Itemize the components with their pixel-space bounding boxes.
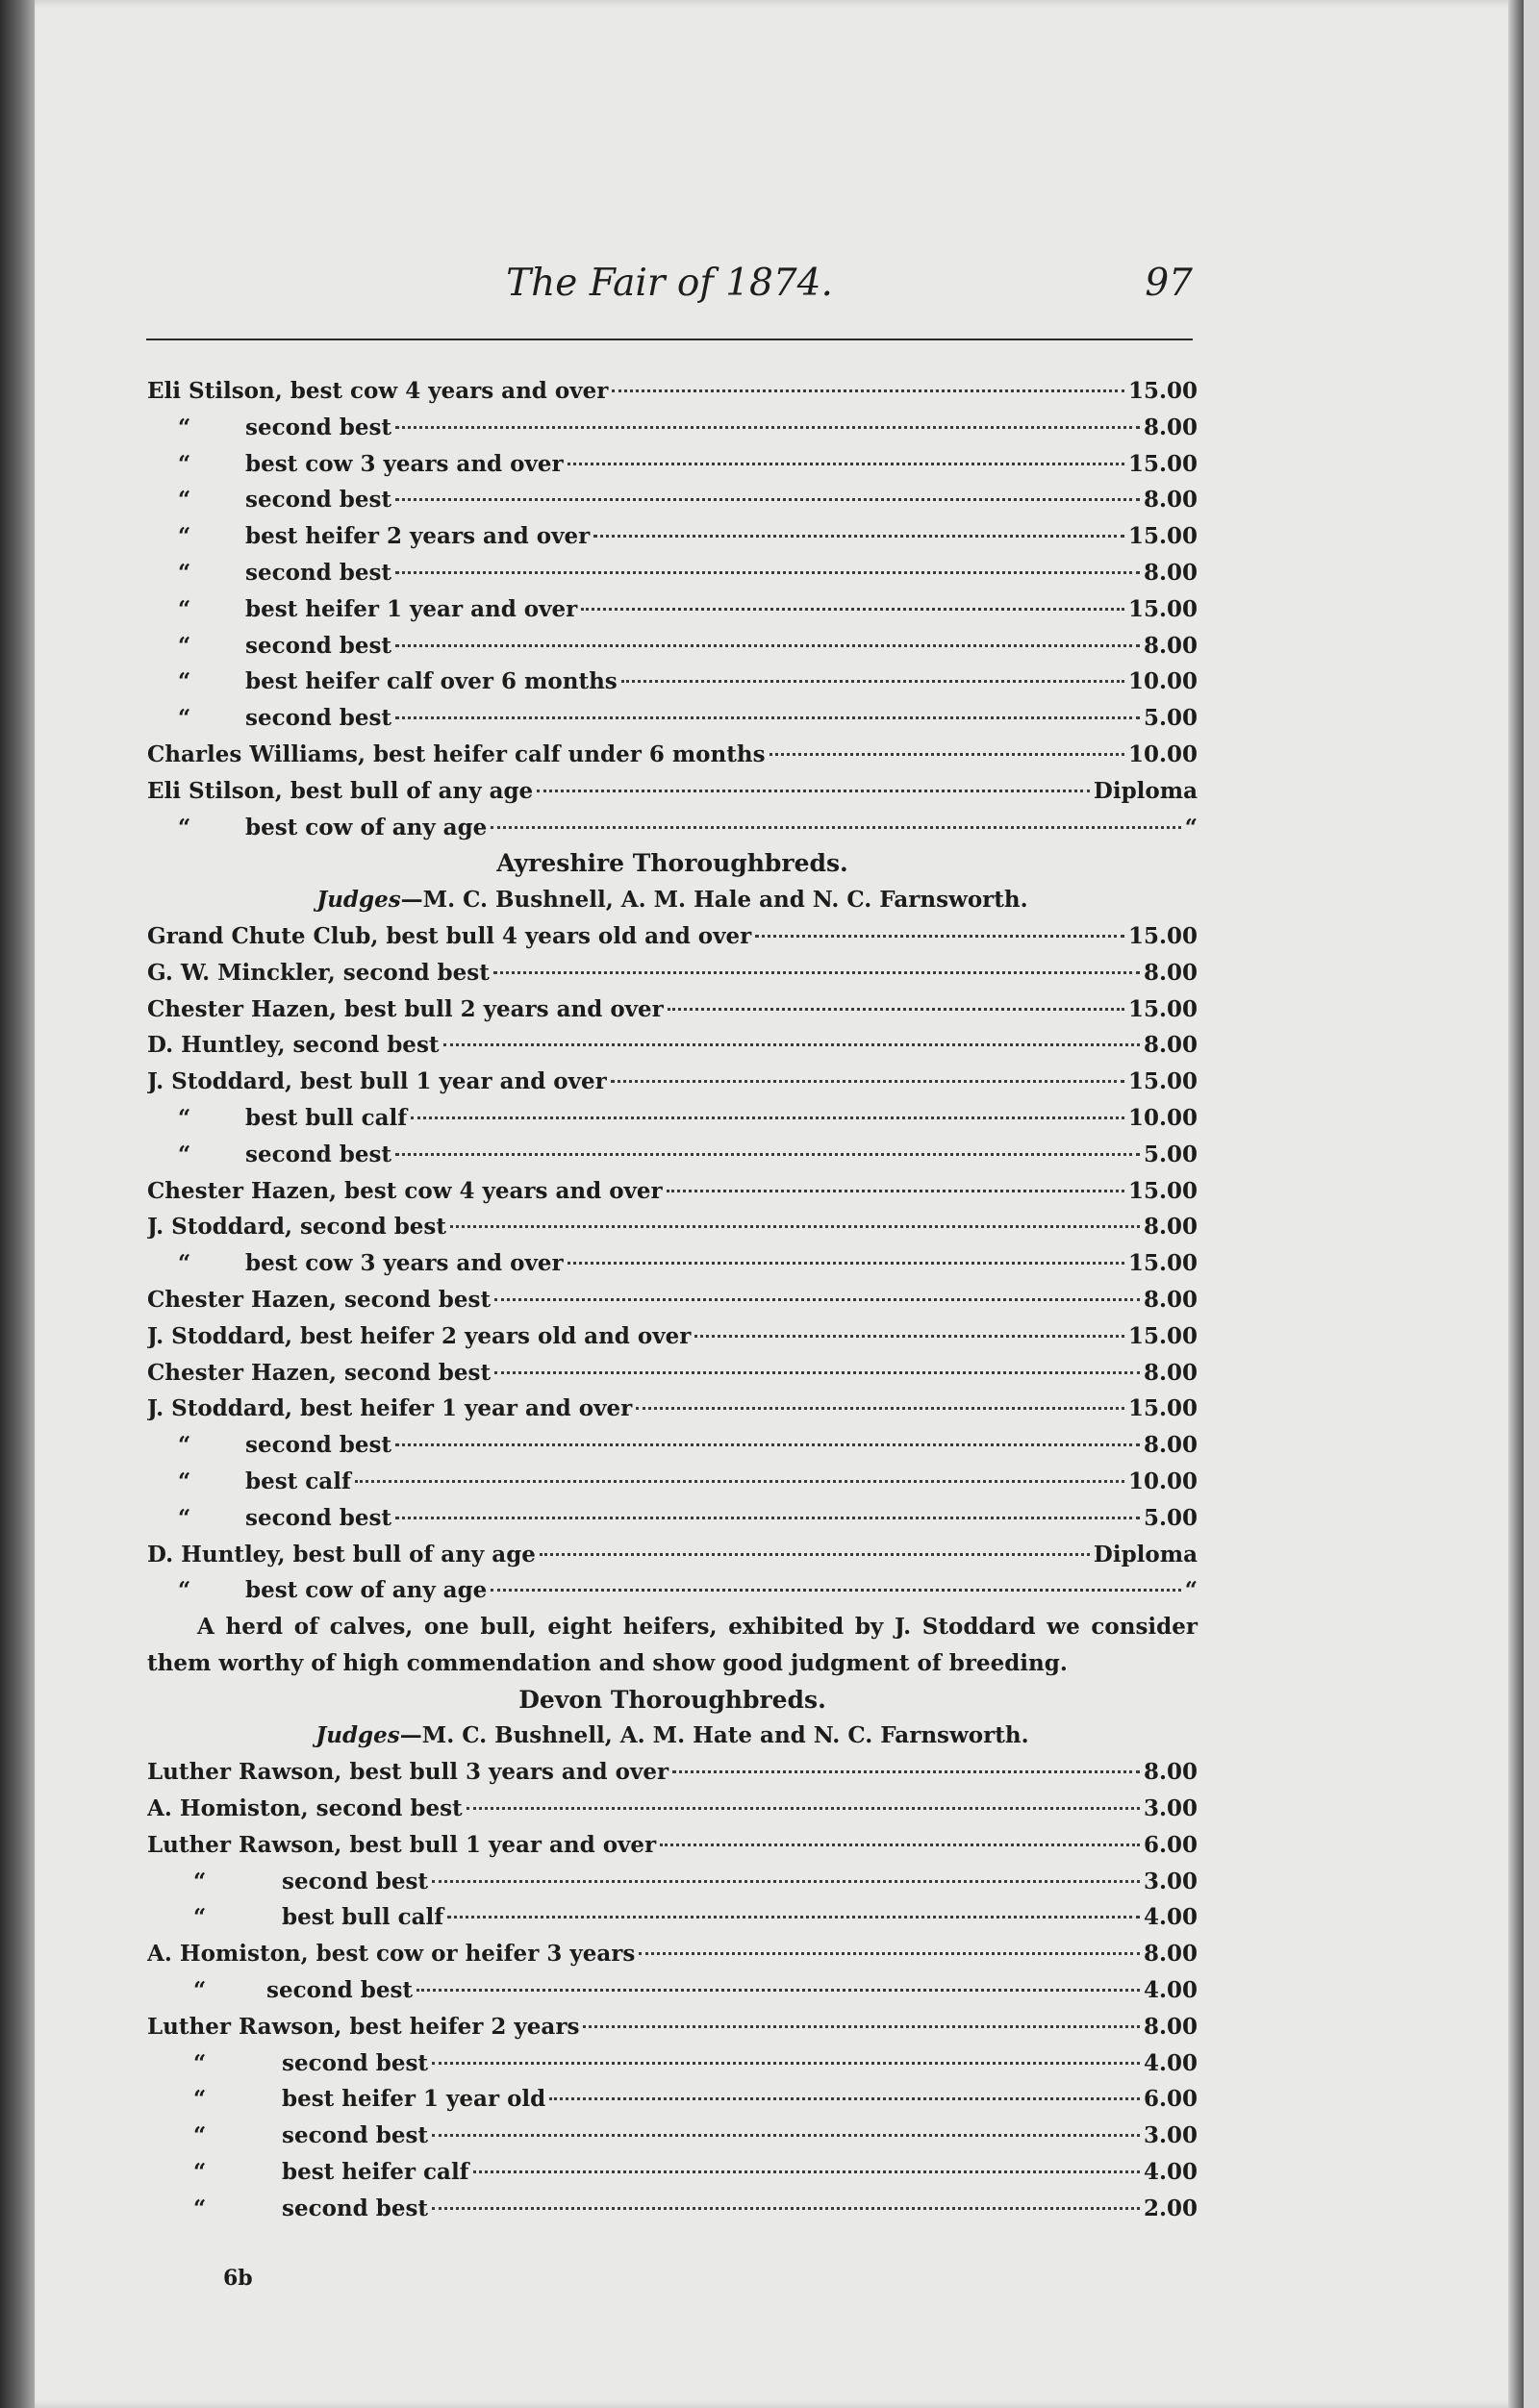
dot-leader	[568, 463, 1124, 465]
ditto-mark: “	[178, 632, 191, 659]
entry-label: best cow 3 years and over	[245, 1250, 564, 1277]
premium-amount: 3.00	[1143, 1868, 1198, 1894]
dot-leader	[549, 2097, 1140, 2100]
premium-amount: 8.00	[1143, 1032, 1198, 1059]
entry-label: second best	[245, 1432, 392, 1459]
entry-label: Eli Stilson, best cow 4 years and over	[147, 378, 609, 404]
judges-line-devon	[147, 1718, 1198, 1754]
premium-row	[147, 446, 1198, 483]
premium-amount: “	[1184, 814, 1198, 840]
ditto-mark: “	[193, 2086, 207, 2113]
premium-amount: Diploma	[1093, 777, 1198, 804]
dot-leader	[755, 935, 1124, 938]
premium-amount: “	[1184, 1577, 1198, 1604]
entry-label: second best	[282, 2122, 429, 2149]
entry-label: second best	[282, 2049, 429, 2076]
signature-mark: 6b	[223, 2266, 253, 2291]
premium-row	[147, 664, 1198, 700]
premium-row	[147, 810, 1198, 846]
premium-row	[147, 1500, 1198, 1537]
premium-list-section-2	[147, 918, 1198, 1609]
dot-leader	[581, 608, 1124, 611]
premium-row	[147, 737, 1198, 773]
ditto-mark: “	[193, 2049, 207, 2076]
premium-amount: 15.00	[1127, 1395, 1198, 1422]
page-number: 97	[1145, 262, 1193, 305]
premium-row	[147, 1864, 1198, 1900]
entry-label: best cow of any age	[245, 814, 488, 840]
dot-leader	[467, 1807, 1140, 1810]
dot-leader	[450, 1225, 1140, 1228]
entry-label: second best	[245, 632, 392, 659]
running-title: The Fair of 1874.	[506, 262, 833, 305]
ditto-mark: “	[178, 1577, 191, 1604]
entry-label: J. Stoddard, second best	[147, 1214, 446, 1241]
dot-leader	[443, 1043, 1140, 1046]
premium-amount: 8.00	[1143, 414, 1198, 440]
entry-label: second best	[245, 414, 392, 440]
premium-row	[147, 991, 1198, 1028]
premium-amount: 4.00	[1143, 2049, 1198, 2076]
premium-amount: 10.00	[1127, 1104, 1198, 1131]
premium-row	[147, 1318, 1198, 1355]
premium-amount: 15.00	[1127, 595, 1198, 622]
premium-list-section-3	[147, 1754, 1198, 2226]
premium-row	[147, 1427, 1198, 1464]
premium-row	[147, 1355, 1198, 1392]
dot-leader	[493, 971, 1140, 974]
entry-label: Chester Hazen, second best	[147, 1359, 492, 1386]
ditto-mark: “	[178, 1141, 191, 1167]
ditto-mark: “	[178, 450, 191, 477]
dot-leader	[568, 1262, 1124, 1265]
entry-label: Chester Hazen, best cow 4 years and over	[147, 1177, 663, 1204]
entry-label: best bull calf	[282, 1904, 444, 1931]
entry-label: second best	[245, 705, 392, 732]
premium-amount: 8.00	[1143, 959, 1198, 986]
premium-row	[147, 2118, 1198, 2154]
dot-leader	[593, 535, 1124, 538]
dot-leader	[639, 1952, 1140, 1955]
premium-row	[147, 1282, 1198, 1318]
dot-leader	[395, 571, 1140, 574]
premium-amount: 15.00	[1127, 1068, 1198, 1095]
premium-row	[147, 1137, 1198, 1173]
dot-leader	[694, 1335, 1124, 1338]
premium-row	[147, 2045, 1198, 2082]
dot-leader	[491, 1589, 1180, 1592]
entry-label: best heifer 1 year and over	[245, 595, 578, 622]
premium-row	[147, 918, 1198, 955]
dot-leader	[395, 644, 1140, 647]
premium-row	[147, 373, 1198, 410]
premium-row	[147, 1464, 1198, 1500]
dot-leader	[494, 1298, 1140, 1301]
premium-row	[147, 1027, 1198, 1064]
ditto-mark: “	[178, 1250, 191, 1277]
premium-amount: 8.00	[1143, 1286, 1198, 1313]
ditto-mark: “	[193, 1904, 207, 1931]
dot-leader	[395, 426, 1140, 429]
premium-row	[147, 2081, 1198, 2118]
entry-label: Chester Hazen, second best	[147, 1286, 492, 1313]
dot-leader	[432, 2062, 1140, 2065]
premium-amount: 2.00	[1143, 2195, 1198, 2221]
dot-leader	[537, 790, 1090, 792]
ditto-mark: “	[193, 2122, 207, 2149]
premium-row	[147, 1899, 1198, 1936]
entry-label: best heifer 2 years and over	[245, 523, 591, 550]
premium-amount: 3.00	[1143, 1795, 1198, 1822]
entry-label: D. Huntley, best bull of any age	[147, 1541, 536, 1568]
premium-amount: 10.00	[1127, 740, 1198, 767]
entry-label: A. Homiston, second best	[147, 1795, 463, 1822]
dot-leader	[667, 1190, 1124, 1192]
premium-row	[147, 555, 1198, 591]
entry-label: best heifer 1 year old	[282, 2086, 546, 2113]
judges-label: Judges	[315, 1722, 400, 1749]
dot-leader	[395, 498, 1140, 501]
entry-label: D. Huntley, second best	[147, 1032, 440, 1059]
premium-row	[147, 1791, 1198, 1827]
premium-row	[147, 2009, 1198, 2045]
ditto-mark: “	[178, 1432, 191, 1459]
premium-row	[147, 1972, 1198, 2009]
premium-row	[147, 1754, 1198, 1791]
dot-leader	[611, 1080, 1124, 1083]
entry-label: second best	[282, 2195, 429, 2221]
judges-names: —M. C. Bushnell, A. M. Hale and N. C. Farnsworth.	[400, 887, 1028, 914]
ditto-mark: “	[178, 595, 191, 622]
dot-leader	[770, 753, 1124, 756]
premium-row	[147, 1827, 1198, 1864]
premium-amount: 15.00	[1127, 995, 1198, 1022]
ditto-mark: “	[193, 2159, 207, 2186]
entry-label: second best	[245, 487, 392, 514]
premium-row	[147, 955, 1198, 991]
herd-commendation-paragraph: A herd of calves, one bull, eight heifers, exhibited by J. Stoddard we consider them worthy of high commendation and show good judgment of breeding.	[147, 1614, 1198, 1676]
ditto-mark: “	[178, 1104, 191, 1131]
premium-row	[147, 700, 1198, 737]
entry-label: Chester Hazen, best bull 2 years and over	[147, 995, 664, 1022]
entry-label: G. W. Minckler, second best	[147, 959, 490, 986]
dot-leader	[491, 826, 1180, 829]
premium-amount: 8.00	[1143, 632, 1198, 659]
premium-row	[147, 1936, 1198, 1972]
dot-leader	[494, 1371, 1140, 1374]
entry-label: Luther Rawson, best bull 1 year and over	[147, 1831, 657, 1858]
ditto-mark: “	[178, 1504, 191, 1531]
dot-leader	[432, 1880, 1140, 1883]
section-heading-ayreshire: Ayreshire Thoroughbreds.	[496, 849, 848, 878]
dot-leader	[473, 2170, 1140, 2173]
dot-leader	[416, 1989, 1140, 1992]
entry-label: best bull calf	[245, 1104, 408, 1131]
premium-row	[147, 773, 1198, 810]
dot-leader	[395, 1517, 1140, 1519]
premium-row	[147, 482, 1198, 518]
premium-amount: 6.00	[1143, 2086, 1198, 2113]
premium-amount: 10.00	[1127, 668, 1198, 695]
premium-amount: 15.00	[1127, 1250, 1198, 1277]
premium-amount: 8.00	[1143, 2013, 1198, 2040]
premium-amount: 5.00	[1143, 1141, 1198, 1167]
entry-label: A. Homiston, best cow or heifer 3 years	[147, 1941, 636, 1968]
premium-amount: 8.00	[1143, 1432, 1198, 1459]
premium-amount: 15.00	[1127, 450, 1198, 477]
premium-amount: 8.00	[1143, 487, 1198, 514]
premium-row	[147, 1209, 1198, 1245]
dot-leader	[411, 1116, 1124, 1119]
entry-label: J. Stoddard, best heifer 1 year and over	[147, 1395, 633, 1422]
premium-amount: 15.00	[1127, 523, 1198, 550]
ditto-mark: “	[178, 1467, 191, 1494]
running-header	[146, 258, 1193, 319]
dot-leader	[660, 1844, 1140, 1846]
ditto-mark: “	[178, 705, 191, 732]
entry-label: Grand Chute Club, best bull 4 years old and over	[147, 922, 752, 949]
premium-row	[147, 2191, 1198, 2227]
premium-row	[147, 1064, 1198, 1100]
dot-leader	[636, 1407, 1124, 1410]
premium-row	[147, 1245, 1198, 1282]
entry-label: best cow of any age	[245, 1577, 488, 1604]
entry-label: J. Stoddard, best bull 1 year and over	[147, 1068, 607, 1095]
premium-row	[147, 1572, 1198, 1609]
premium-amount: 4.00	[1143, 1904, 1198, 1931]
dot-leader	[447, 1916, 1140, 1919]
dot-leader	[612, 389, 1124, 392]
section-heading-devon: Devon Thoroughbreds.	[518, 1685, 826, 1714]
dot-leader	[668, 1008, 1124, 1011]
premium-row	[147, 518, 1198, 555]
premium-amount: 4.00	[1143, 1977, 1198, 2004]
premium-amount: 8.00	[1143, 1941, 1198, 1968]
entry-label: second best	[282, 1868, 429, 1894]
entry-label: Luther Rawson, best heifer 2 years	[147, 2013, 580, 2040]
premium-amount: 5.00	[1143, 705, 1198, 732]
dot-leader	[540, 1553, 1090, 1556]
dot-leader	[395, 716, 1140, 719]
premium-row	[147, 410, 1198, 446]
entry-label: second best	[266, 1977, 414, 2004]
entry-label: J. Stoddard, best heifer 2 years old and over	[147, 1322, 692, 1349]
ditto-mark: “	[178, 414, 191, 440]
header-rule	[146, 339, 1193, 340]
entry-label: best calf	[245, 1467, 351, 1494]
ditto-mark: “	[193, 1977, 207, 2004]
ditto-mark: “	[178, 523, 191, 550]
entry-label: best heifer calf over 6 months	[245, 668, 618, 695]
premium-row	[147, 1391, 1198, 1427]
dot-leader	[432, 2207, 1140, 2210]
premium-row	[147, 591, 1198, 628]
ditto-mark: “	[178, 559, 191, 586]
dot-leader	[395, 1443, 1140, 1446]
premium-row	[147, 1537, 1198, 1573]
judges-label: Judges	[316, 887, 401, 914]
premium-amount: 15.00	[1127, 922, 1198, 949]
ditto-mark: “	[178, 814, 191, 840]
premium-row	[147, 2154, 1198, 2191]
page-edge	[1508, 0, 1524, 2408]
dot-leader	[672, 1770, 1140, 1773]
premium-row	[147, 1100, 1198, 1137]
dot-leader	[583, 2025, 1140, 2028]
entry-label: Eli Stilson, best bull of any age	[147, 777, 534, 804]
dot-leader	[621, 680, 1124, 683]
premium-amount: 4.00	[1143, 2159, 1198, 2186]
premium-amount: 15.00	[1127, 1322, 1198, 1349]
dot-leader	[355, 1480, 1124, 1483]
ditto-mark: “	[193, 1868, 207, 1894]
entry-label: Charles Williams, best heifer calf under 6 months	[147, 740, 766, 767]
premium-amount: 10.00	[1127, 1467, 1198, 1494]
premium-amount: 3.00	[1143, 2122, 1198, 2149]
premium-amount: 15.00	[1127, 1177, 1198, 1204]
entry-label: second best	[245, 1141, 392, 1167]
entry-label: best heifer calf	[282, 2159, 469, 2186]
entry-label: second best	[245, 1504, 392, 1531]
entry-label: Luther Rawson, best bull 3 years and over	[147, 1759, 669, 1786]
premium-row	[147, 628, 1198, 665]
premium-list-section-1	[147, 373, 1198, 845]
judges-names: —M. C. Bushnell, A. M. Hate and N. C. Farnsworth.	[399, 1722, 1029, 1749]
entry-label: best cow 3 years and over	[245, 450, 564, 477]
page-body	[147, 373, 1198, 2227]
premium-row	[147, 1173, 1198, 1210]
premium-amount: 15.00	[1127, 378, 1198, 404]
entry-label: second best	[245, 559, 392, 586]
ditto-mark: “	[178, 487, 191, 514]
ditto-mark: “	[178, 668, 191, 695]
dot-leader	[395, 1153, 1140, 1156]
premium-amount: 5.00	[1143, 1504, 1198, 1531]
premium-amount: Diploma	[1093, 1541, 1198, 1568]
ditto-mark: “	[193, 2195, 207, 2221]
premium-amount: 8.00	[1143, 1359, 1198, 1386]
book-binding	[0, 0, 35, 2408]
premium-amount: 8.00	[1143, 559, 1198, 586]
premium-amount: 8.00	[1143, 1214, 1198, 1241]
judges-line-ayreshire	[147, 882, 1198, 918]
dot-leader	[432, 2134, 1140, 2137]
premium-amount: 6.00	[1143, 1831, 1198, 1858]
premium-amount: 8.00	[1143, 1759, 1198, 1786]
